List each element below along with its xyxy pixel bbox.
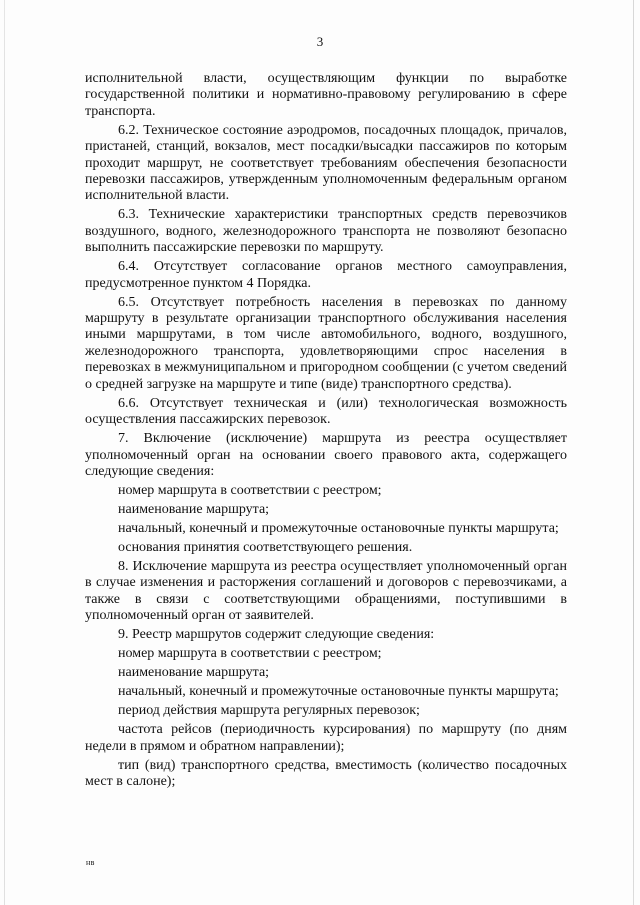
paragraph: номер маршрута в соответствии с реестром; [118, 482, 382, 498]
paragraph: исполнительной власти, осуществляющим функции по выработке государственной политики и нормативно-правовому регулированию в сфере транспорта. [85, 71, 567, 119]
paragraph: 6.4. Отсутствует согласование органов местного самоуправления, предусмотренное пунктом 4 Порядка. [85, 259, 567, 291]
footer-mark: нв [86, 858, 95, 867]
paragraph: период действия маршрута регулярных перевозок; [118, 703, 420, 719]
paragraph: 6.3. Технические характеристики транспортных средств перевозчиков воздушного, водного, железнодорожного транспорта не позволяют безопасно выполнить пассажирские перевозки по маршруту. [85, 207, 567, 256]
paragraph: тип (вид) транспортного средства, вместимость (количество посадочных мест в салоне); [85, 757, 567, 789]
paragraph: начальный, конечный и промежуточные остановочные пункты маршрута; [118, 520, 559, 536]
paragraph: наименование маршрута; [118, 501, 270, 517]
paragraph: 6.6. Отсутствует техническая и (или) технологическая возможность осуществления пассажирских перевозок. [85, 395, 567, 428]
paragraph: 7. Включение (исключение) маршрута из реестра осуществляет уполномоченный орган на основании своего правового акта, содержащего следующие сведения: [85, 431, 567, 479]
paragraph: основания принятия соответствующего решения. [118, 539, 413, 555]
scan-edge-left [4, 0, 5, 905]
paragraph: 8. Исключение маршрута из реестра осуществляет уполномоченный орган в случае изменения и расторжения соглашений и договоров с перевозчиками, а также в связи с соответствующими обращениями, поступившими в уполномоченный орган от заявителей. [85, 558, 567, 624]
paragraph: 6.5. Отсутствует потребность населения в перевозках по данному маршруту в результате организации транспортного обслуживания населения иными маршрутами, в том числе автомобильного, водного, воздушного, железнодорожного транспорта, удовлетворяющими спрос населения в перевозках в межмуниципальном и пригородном сообщении (с учетом сведений о средней загрузке на маршруте и типе (виде) транспортного средства). [85, 294, 567, 392]
paragraph: начальный, конечный и промежуточные остановочные пункты маршрута; [118, 684, 559, 700]
paragraph: частота рейсов (периодичность курсирования) по маршруту (по дням недели в прямом и обратном направлении); [85, 722, 567, 754]
paragraph: 6.2. Техническое состояние аэродромов, посадочных площадок, причалов, пристаней, станций, вокзалов, мест посадки/высадки пассажиров по которым проходит маршрут, не соответствует требованиям обеспечения безопасности перевозки пассажиров, утвержденным уполномоченным федеральным органом исполнительной власти. [85, 122, 567, 204]
page-number: 3 [316, 34, 324, 49]
document-body [85, 71, 567, 793]
scan-edge-right [633, 0, 634, 905]
paragraph: номер маршрута в соответствии с реестром; [118, 646, 382, 662]
paragraph: 9. Реестр маршрутов содержит следующие сведения: [118, 627, 435, 643]
paragraph: наименование маршрута; [118, 665, 270, 681]
